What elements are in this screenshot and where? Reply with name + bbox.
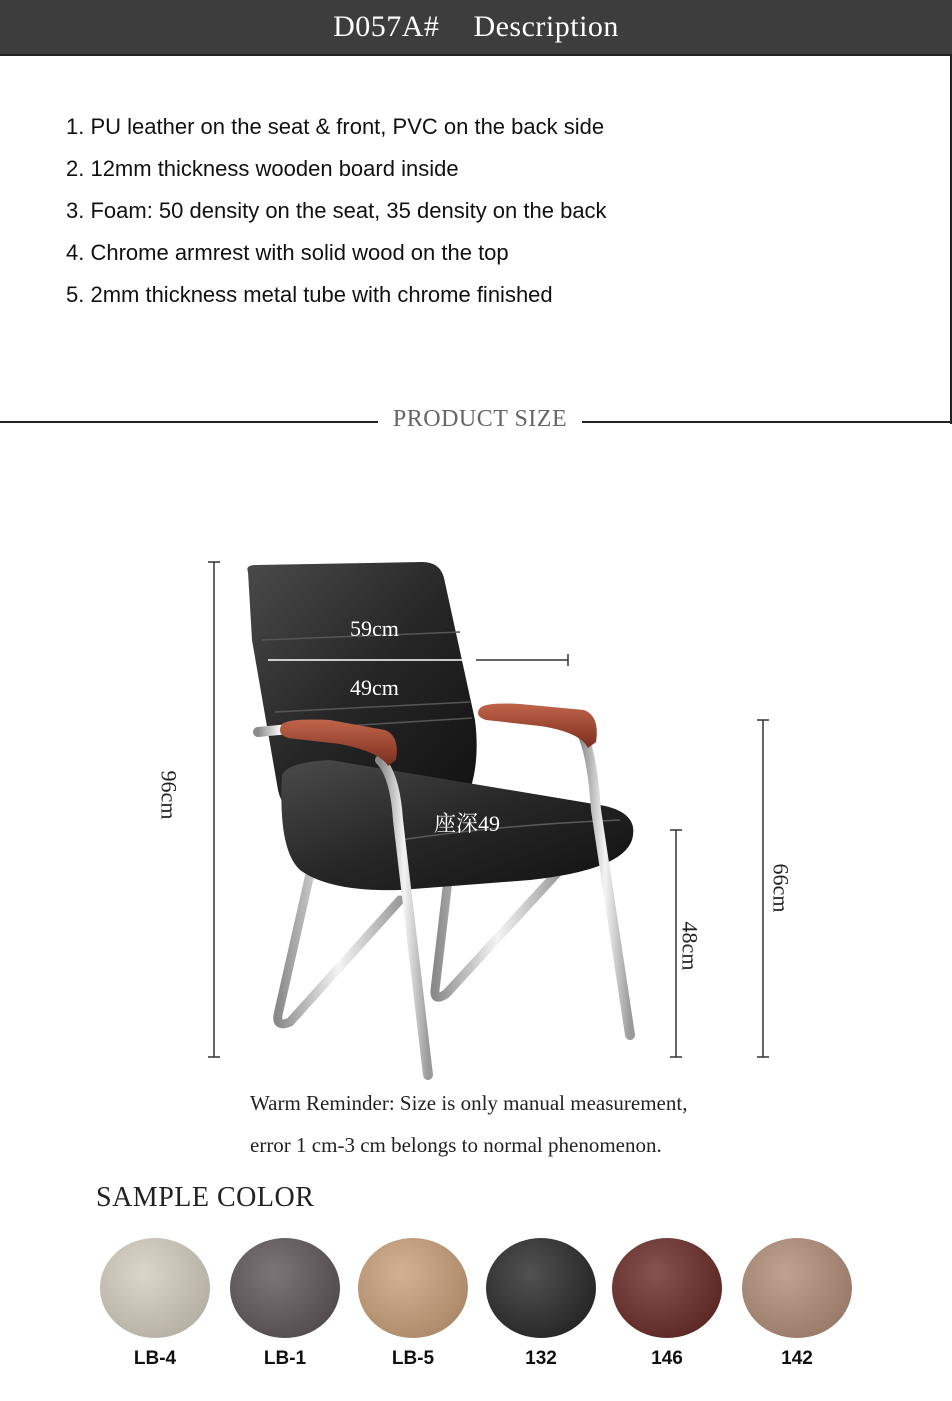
swatch-row [100, 1238, 860, 1378]
feature-list [66, 106, 607, 316]
swatch-code: LB-4 [133, 1348, 177, 1369]
sample-color-title: SAMPLE COLOR [96, 1182, 315, 1213]
feature-item: 4. Chrome armrest with solid wood on the top [66, 240, 509, 265]
model-number: D057A# [333, 10, 440, 43]
swatch-code: LB-5 [391, 1348, 435, 1369]
swatch-lb5[interactable] [358, 1238, 468, 1338]
chair-illustration [0, 520, 952, 1080]
feature-item: 1. PU leather on the seat & front, PVC on the back side [66, 114, 605, 139]
swatch-142[interactable] [742, 1238, 852, 1338]
reminder-line-2: error 1 cm-3 cm belongs to normal phenomenon. [250, 1133, 662, 1157]
swatch-lb4[interactable] [100, 1238, 210, 1338]
width-49-label: 49cm [350, 675, 399, 700]
swatch-code: 132 [525, 1348, 557, 1369]
swatch-code: LB-1 [263, 1348, 307, 1369]
page-header [0, 0, 952, 56]
height-66-label: 66cm [768, 863, 794, 913]
reminder-line-1: Warm Reminder: Size is only manual measurement, [250, 1091, 688, 1115]
product-size-title: PRODUCT SIZE [378, 406, 582, 433]
height-96-label: 96cm [156, 770, 182, 820]
feature-item: 5. 2mm thickness metal tube with chrome finished [66, 282, 553, 307]
chair-dimension-figure [0, 520, 952, 1080]
height-48-label: 48cm [677, 921, 703, 971]
feature-item: 2. 12mm thickness wooden board inside [66, 156, 459, 181]
swatch-lb1[interactable] [230, 1238, 340, 1338]
swatch-132[interactable] [486, 1238, 596, 1338]
warm-reminder [250, 1082, 687, 1166]
swatch-146[interactable] [612, 1238, 722, 1338]
swatch-code: 142 [781, 1348, 813, 1369]
width-59-label: 59cm [350, 616, 399, 641]
seat-depth-label: 座深49 [434, 811, 501, 836]
dimension-line-96 [208, 562, 220, 1057]
swatch-code: 146 [651, 1348, 683, 1369]
feature-item: 3. Foam: 50 density on the seat, 35 density on the back [66, 198, 607, 223]
header-title: Description [473, 10, 619, 43]
